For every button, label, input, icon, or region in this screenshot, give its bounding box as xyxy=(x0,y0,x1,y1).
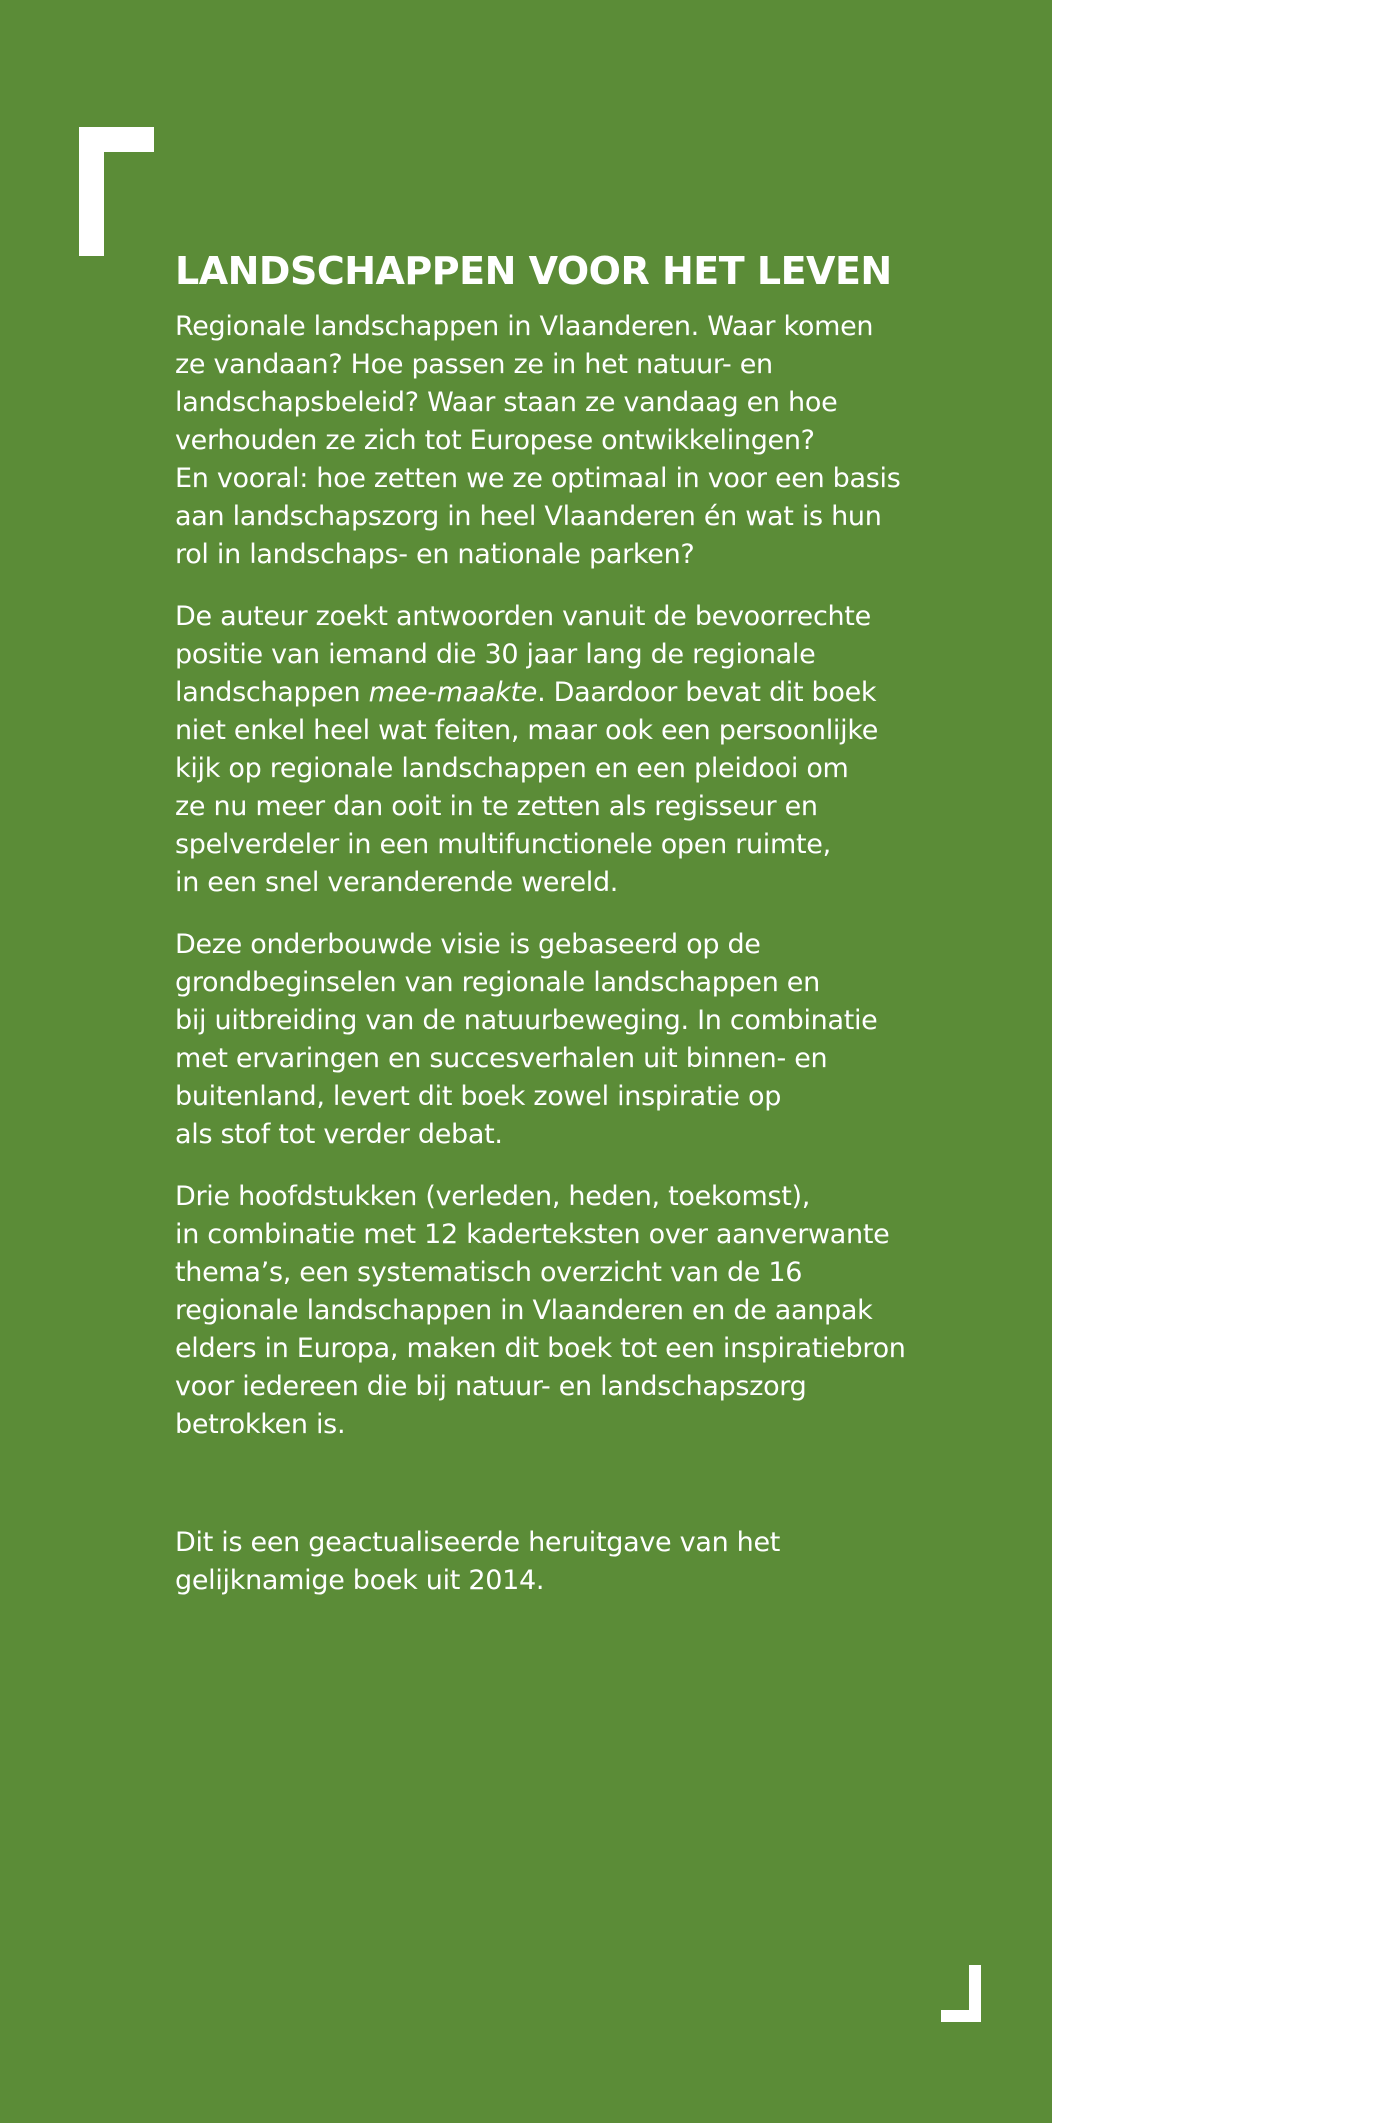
text-line: betrokken is. xyxy=(175,1409,346,1440)
corner-bracket-horizontal-bar xyxy=(941,2010,981,2022)
text-line: thema’s, een systematisch overzicht van de 16 xyxy=(175,1257,803,1288)
text-line-with-italic xyxy=(175,674,975,712)
text-line: spelverdeler in een multifunctionele open ruimte, xyxy=(175,829,831,860)
text-line: als stof tot verder debat. xyxy=(175,1119,503,1150)
text-line: En vooral: hoe zetten we ze optimaal in voor een basis xyxy=(175,463,901,494)
corner-bracket-horizontal-bar xyxy=(79,127,154,152)
text-line: regionale landschappen in Vlaanderen en de aanpak xyxy=(175,1295,873,1326)
text-line: ze vandaan? Hoe passen ze in het natuur- en xyxy=(175,349,773,380)
bottom-right-corner-bracket-icon xyxy=(941,1965,981,2022)
top-left-corner-bracket-icon xyxy=(79,127,154,256)
text-line: rol in landschaps- en nationale parken? xyxy=(175,539,695,570)
paragraph-chapters xyxy=(175,1178,975,1444)
text-line: in een snel veranderende wereld. xyxy=(175,867,619,898)
text-line: gelijknamige boek uit 2014. xyxy=(175,1565,545,1596)
text-line: landschapsbeleid? Waar staan ze vandaag en hoe xyxy=(175,387,838,418)
text-line: ze nu meer dan ooit in te zetten als regisseur en xyxy=(175,791,818,822)
paragraph-vision xyxy=(175,926,975,1154)
text-line: Dit is een geactualiseerde heruitgave van het xyxy=(175,1527,781,1558)
paragraph-author xyxy=(175,598,975,902)
text-line: aan landschapszorg in heel Vlaanderen én wat is hun xyxy=(175,501,882,532)
text-line: Drie hoofdstukken (verleden, heden, toekomst), xyxy=(175,1181,811,1212)
text-line: bij uitbreiding van de natuurbeweging. In combinatie xyxy=(175,1005,878,1036)
paragraph-edition-note xyxy=(175,1524,975,1600)
text-line: grondbeginselen van regionale landschappen en xyxy=(175,967,820,998)
text-line: in combinatie met 12 kaderteksten over aanverwante xyxy=(175,1219,890,1250)
text-line: Regionale landschappen in Vlaanderen. Waar komen xyxy=(175,311,874,342)
text-segment: landschappen xyxy=(175,677,369,708)
text-line: elders in Europa, maken dit boek tot een inspiratiebron xyxy=(175,1333,906,1364)
book-title: LANDSCHAPPEN VOOR HET LEVEN xyxy=(175,249,892,293)
text-line: met ervaringen en succesverhalen uit binnen- en xyxy=(175,1043,828,1074)
italic-term: mee-maakte xyxy=(368,677,538,708)
cover-text xyxy=(175,246,975,1624)
paragraph-intro xyxy=(175,308,975,574)
text-line: De auteur zoekt antwoorden vanuit de bevoorrechte xyxy=(175,601,871,632)
text-line: kijk op regionale landschappen en een pleidooi om xyxy=(175,753,849,784)
text-line: positie van iemand die 30 jaar lang de regionale xyxy=(175,639,816,670)
text-line: buitenland, levert dit boek zowel inspiratie op xyxy=(175,1081,782,1112)
text-segment: . Daardoor bevat dit boek xyxy=(537,677,877,708)
text-line: Deze onderbouwde visie is gebaseerd op de xyxy=(175,929,761,960)
text-line: voor iedereen die bij natuur- en landschapszorg xyxy=(175,1371,807,1402)
text-line: verhouden ze zich tot Europese ontwikkelingen? xyxy=(175,425,815,456)
text-line: niet enkel heel wat feiten, maar ook een persoonlijke xyxy=(175,715,879,746)
